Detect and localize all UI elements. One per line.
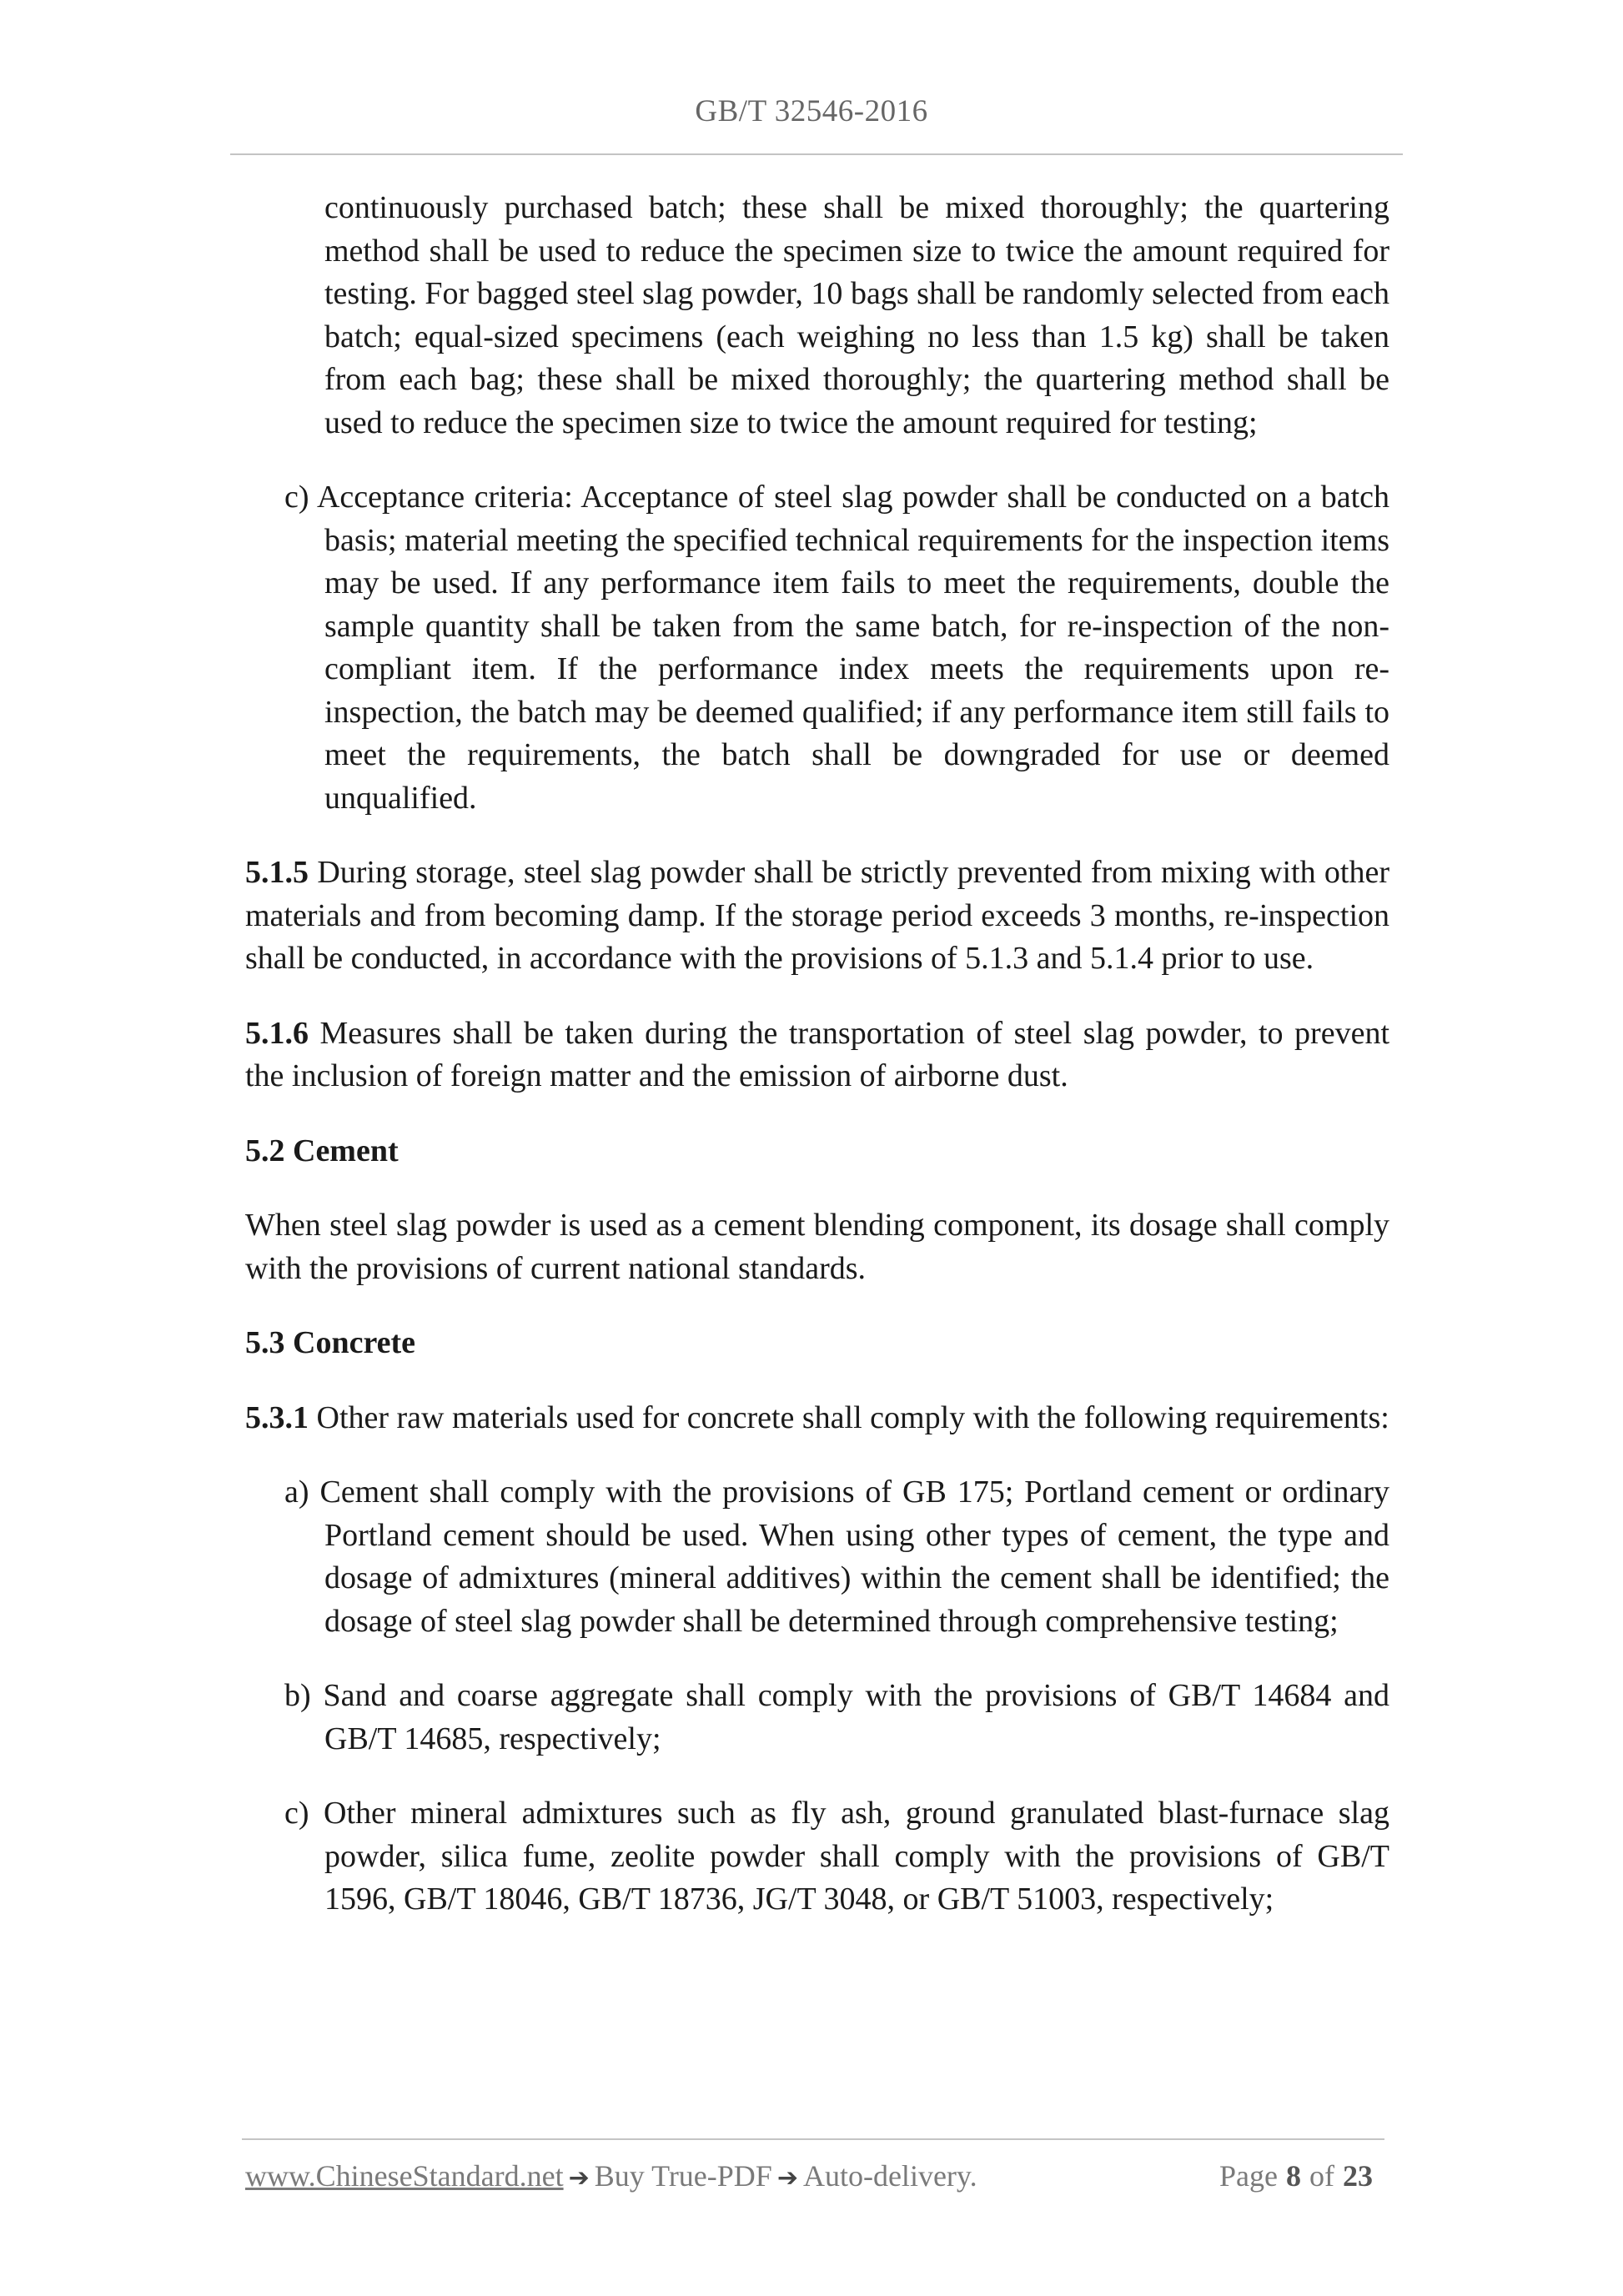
buy-text: Buy True-PDF [594, 2159, 772, 2193]
page-header: GB/T 32546-2016 [695, 94, 928, 128]
clause-text: Other raw materials used for concrete shall comply with the following requirements: [309, 1399, 1389, 1435]
clause-5-3-1 [245, 1397, 1389, 1440]
clause-number: 5.1.6 [245, 1015, 309, 1051]
paragraph-cement: When steel slag powder is used as a cement blending component, its dosage shall comply with the provisions of current national standards. [245, 1208, 1389, 1286]
document-body [245, 187, 1389, 1953]
clause-5-1-6 [245, 1012, 1389, 1098]
clause-number: 5.1.5 [245, 855, 309, 890]
delivery-text: Auto-delivery. [802, 2159, 977, 2193]
page-label: Page [1219, 2159, 1278, 2193]
section-heading-concrete: 5.3 Concrete [245, 1325, 416, 1360]
list-item-c-admixtures: c) Other mineral admixtures such as fly ash, ground granulated blast-furnace slag powder, silica fume, zeolite powder shall comply with the provisions of GB/T 1596, GB/T 18046, GB/T 18736, JG/T 3048, or GB/T 51003, respectively; [284, 1796, 1389, 1917]
clause-5-1-5 [245, 852, 1389, 981]
paragraph-continued-sampling: continuously purchased batch; these shall be mixed thoroughly; the quartering method shall be used to reduce the specimen size to twice the amount required for testing. For bagged steel slag powder, 10 bags shall be randomly selected from each batch; equal-sized specimens (each weighing no less than 1.5 kg) shall be taken from each bag; these shall be mixed thoroughly; the quartering method shall be used to reduce the specimen size to twice the amount required for testing; [324, 190, 1389, 440]
right-arrow-icon: ➔ [776, 2163, 798, 2193]
list-item-b-aggregate: b) Sand and coarse aggregate shall comply with the provisions of GB/T 14684 and GB/T 14685, respectively; [284, 1678, 1389, 1756]
right-arrow-icon: ➔ [568, 2163, 590, 2193]
page-of: of [1309, 2159, 1334, 2193]
clause-text: Measures shall be taken during the transportation of steel slag powder, to prevent the inclusion of foreign matter and the emission of airborne dust. [245, 1015, 1389, 1093]
clause-text: During storage, steel slag powder shall be strictly prevented from mixing with other materials and from becoming damp. If the storage period exceeds 3 months, re-inspection shall be conducted, in accordance with the provisions of 5.1.3 and 5.1.4 prior to use. [245, 855, 1389, 976]
list-item-acceptance-criteria: c) Acceptance criteria: Acceptance of steel slag powder shall be conducted on a batch basis; material meeting the specified technical requirements for the inspection items may be used. If any performance item fails to meet the requirements, double the sample quantity shall be taken from the same batch, for re-inspection of the non-compliant item. If the performance index meets the requirements upon re-inspection, the batch may be deemed qualified; if any performance item still fails to meet the requirements, the batch shall be downgraded for use or deemed unqualified. [284, 480, 1389, 816]
page-number [1219, 2158, 1381, 2193]
list-item-a-cement: a) Cement shall comply with the provisions of GB 175; Portland cement or ordinary Portland cement should be used. When using other types of cement, the type and dosage of admixtures (mineral additives) within the cement shall be identified; the dosage of steel slag powder shall be determined through comprehensive testing; [284, 1475, 1389, 1639]
footer-promo [245, 2158, 977, 2193]
site-link[interactable]: www.ChineseStandard.net [245, 2159, 564, 2193]
header-divider [230, 153, 1403, 155]
page-current: 8 [1286, 2159, 1301, 2193]
section-heading-cement: 5.2 Cement [245, 1133, 399, 1168]
footer-divider [242, 2138, 1384, 2140]
page-total: 23 [1343, 2159, 1373, 2193]
clause-number: 5.3.1 [245, 1399, 309, 1435]
